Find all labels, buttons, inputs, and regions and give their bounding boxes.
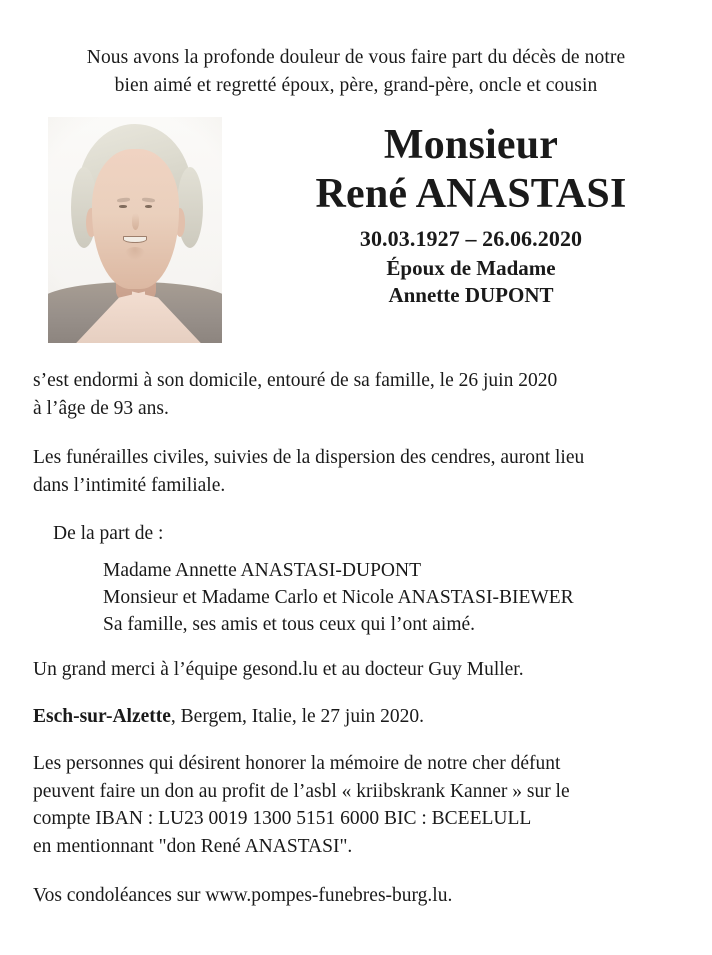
intro-line-1: Nous avons la profonde douleur de vous faire part du décès de notre	[86, 47, 626, 68]
eyebrow-right-shape	[142, 197, 155, 202]
condolences-paragraph: Vos condoléances sur www.pompes-funebres-burg.lu.	[33, 884, 453, 906]
chin-shape	[125, 247, 146, 260]
deceased-name-block	[248, 123, 694, 308]
location-city: Esch-sur-Alzette	[33, 705, 171, 727]
portrait-photo	[48, 117, 222, 343]
eyebrow-left-shape	[117, 197, 130, 202]
body-copy	[0, 367, 712, 909]
eye-right-shape	[145, 205, 153, 208]
eye-left-shape	[119, 205, 127, 208]
donation-line-1: Les personnes qui désirent honorer la mémoire de notre cher défunt	[33, 752, 561, 774]
thanks-paragraph: Un grand merci à l’équipe gesond.lu et au docteur Guy Muller.	[33, 658, 524, 680]
funeral-paragraph	[33, 444, 682, 500]
nose-shape	[132, 213, 140, 230]
passing-paragraph	[33, 367, 682, 423]
donation-line-4: en mentionnant "don René ANASTASI".	[33, 835, 353, 857]
family-member-1: Madame Annette ANASTASI-DUPONT	[103, 559, 421, 581]
spouse-name: Annette DUPONT	[388, 282, 554, 307]
family-member-2: Monsieur et Madame Carlo et Nicole ANASTASI-BIEWER	[103, 587, 574, 609]
deceased-title: Monsieur	[383, 122, 559, 169]
donation-paragraph	[33, 750, 682, 861]
deceased-name: René ANASTASI	[315, 170, 627, 217]
family-label: De la part de :	[53, 522, 164, 544]
donation-line-3: compte IBAN : LU23 0019 1300 5151 6000 BIC : BCEELULL	[33, 808, 532, 830]
passing-line-2: à l’âge de 93 ans.	[33, 398, 169, 420]
family-members-list	[33, 557, 682, 639]
location-paragraph	[33, 703, 682, 731]
location-rest: , Bergem, Italie, le 27 juin 2020.	[170, 705, 424, 727]
funeral-line-1: Les funérailles civiles, suivies de la dispersion des cendres, auront lieu	[33, 446, 585, 468]
smile-shape	[123, 236, 147, 243]
spouse-label: Époux de Madame	[386, 255, 556, 280]
hero-section	[0, 117, 712, 367]
intro-line-2: bien aimé et regretté époux, père, grand-père, oncle et cousin	[114, 74, 598, 96]
passing-line-1: s’est endormi à son domicile, entouré de sa famille, le 26 juin 2020	[33, 370, 558, 392]
portrait-image	[48, 117, 222, 343]
funeral-line-2: dans l’intimité familiale.	[33, 474, 226, 496]
family-member-3: Sa famille, ses amis et tous ceux qui l’ont aimé.	[103, 614, 476, 636]
donation-line-2: peuvent faire un don au profit de l’asbl « kriibskrank Kanner » sur le	[33, 780, 570, 802]
intro-paragraph	[0, 0, 712, 99]
face-shape	[92, 149, 179, 289]
deceased-dates: 30.03.1927 – 26.06.2020	[359, 225, 583, 251]
